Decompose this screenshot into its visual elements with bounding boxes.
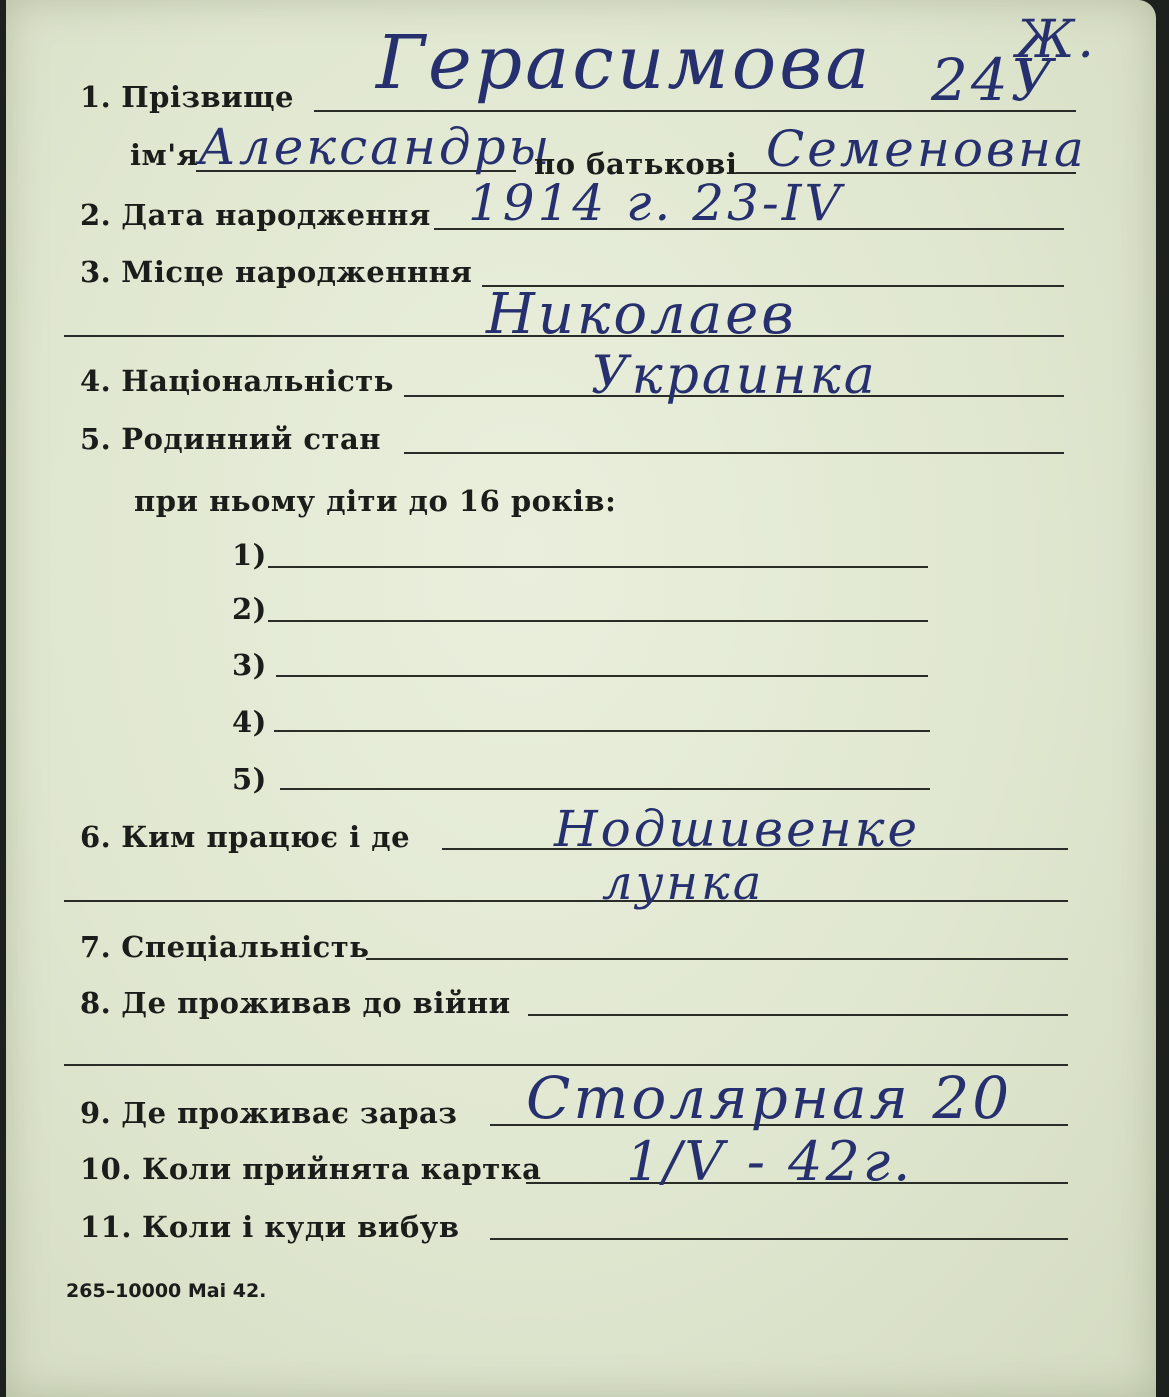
child-1-line [268, 566, 928, 568]
field-work-line-2 [64, 900, 1068, 902]
field-nationality-label: 4. Національність [80, 364, 394, 398]
field-children-label: при ньому діти до 16 років: [134, 484, 617, 518]
child-5-label: 5) [232, 762, 267, 796]
registration-card [6, 0, 1156, 1397]
field-birthdate-label: 2. Дата народження [80, 198, 431, 232]
field-prewar-line [528, 1014, 1068, 1016]
nationality-value: Украинка [591, 346, 878, 406]
field-patronymic-label: по батькові [534, 147, 738, 181]
field-family-line [404, 452, 1064, 454]
child-1-label: 1) [232, 538, 267, 572]
patronymic-value: Семеновна [766, 120, 1087, 178]
birthplace-value: Николаев [486, 282, 797, 347]
child-5-line [280, 788, 930, 790]
field-name-label: ім'я [130, 138, 199, 172]
field-specialty-label: 7. Спеціальність [80, 930, 370, 964]
address-value: Столярная 20 [526, 1064, 1013, 1132]
work-value-1: Нодшивенке [554, 800, 921, 858]
carddate-value: 1/V - 42г. [626, 1130, 914, 1193]
field-work-label: 6. Ким працює і де [80, 820, 411, 854]
field-prewar-label: 8. Де проживав до війни [80, 986, 511, 1020]
child-2-label: 2) [232, 592, 267, 626]
child-4-label: 4) [232, 705, 267, 739]
child-4-line [274, 730, 930, 732]
field-carddate-label: 10. Коли прийнята картка [80, 1152, 542, 1186]
surname-value: Герасимова [376, 20, 873, 106]
field-surname-label: 1. Прізвище [80, 80, 294, 114]
child-2-line [268, 620, 928, 622]
work-value-2: лунка [602, 855, 765, 911]
corner-mark: Ж. [1016, 10, 1097, 70]
field-departure-line [490, 1238, 1068, 1240]
field-departure-label: 11. Коли і куди вибув [80, 1210, 460, 1244]
field-address-label: 9. Де проживає зараз [80, 1096, 458, 1130]
child-3-label: 3) [232, 648, 267, 682]
birthdate-value: 1914 г. 23-IV [468, 174, 844, 232]
field-family-label: 5. Родинний стан [80, 422, 381, 456]
name-value: Александры [198, 118, 553, 176]
child-3-line [276, 675, 928, 677]
stamp-number: 24У [931, 46, 1056, 114]
print-code: 265–10000 Mai 42. [66, 1280, 267, 1302]
field-birthplace-label: 3. Місце народженння [80, 255, 473, 289]
field-specialty-line [366, 958, 1068, 960]
